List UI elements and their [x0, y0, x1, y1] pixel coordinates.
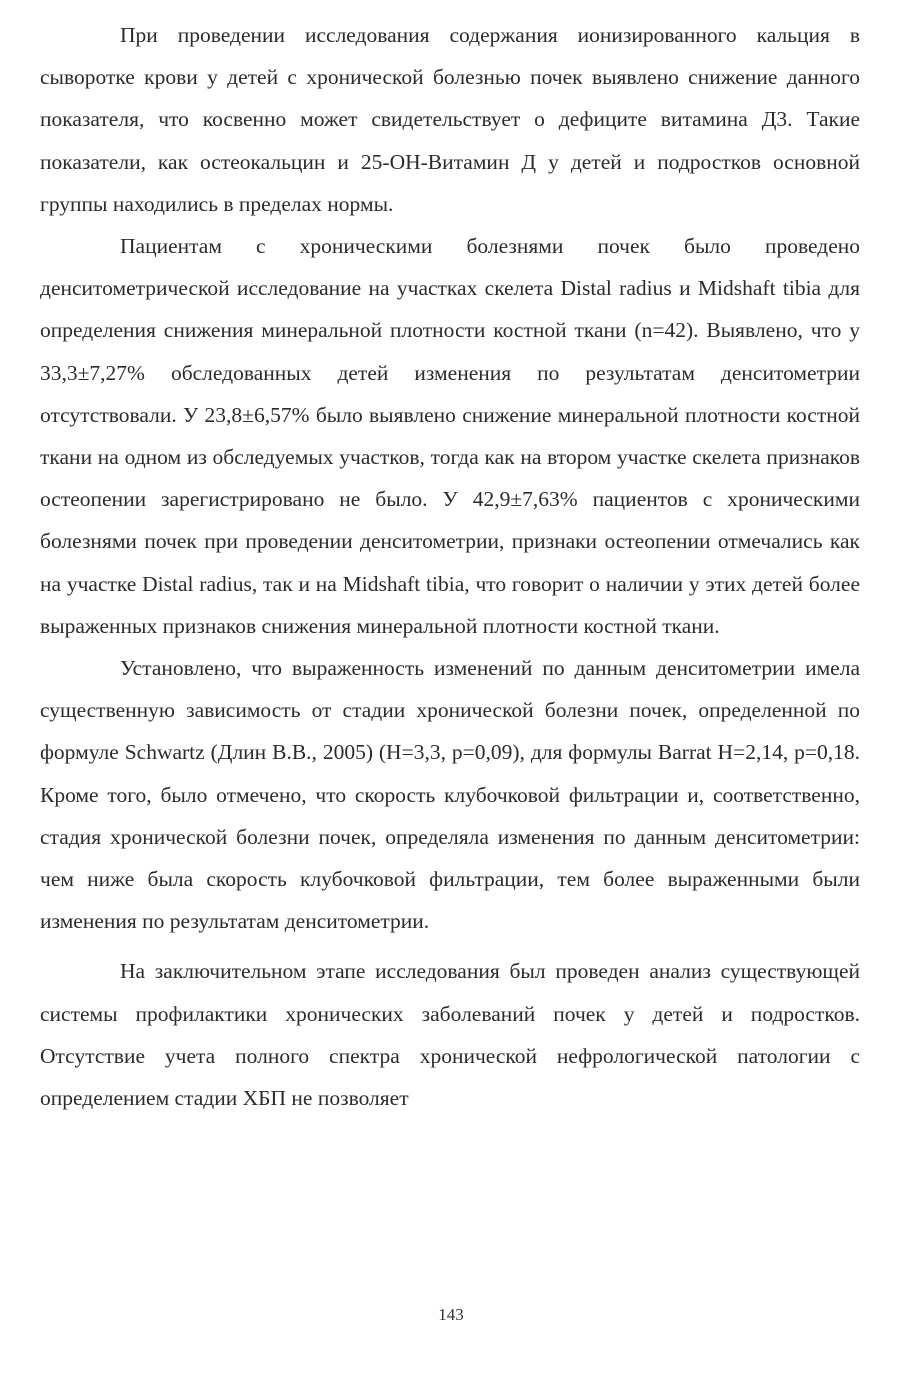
page-number: 143 — [438, 1305, 464, 1324]
paragraph-calcium: При проведении исследования содержания ионизированного кальция в сыворотке крови у детей с хронической болезнью почек выявлено снижение данного показателя, что косвенно может свидетельствует о дефиците витамина Д3. Такие показатели, как остеокальцин и 25-ОН-Витамин Д у детей и подростков основной группы находились в пределах нормы. — [40, 23, 860, 216]
paragraph-densitometry: Пациентам с хроническими болезнями почек было проведено денситометрической исследование на участках скелета Distal radius и Midshaft tibia для определения снижения минеральной плотности костной ткани (n=42). Выявлено, что у 33,3±7,27% обследованных детей изменения по результатам денситометрии отсутствовали. У 23,8±6,57% было выявлено снижение минеральной плотности костной ткани на одном из обследуемых участков, тогда как на втором участке скелета признаков остеопении зарегистрировано не было. У 42,9±7,63% пациентов с хроническими болезнями почек при проведении денситометрии, признаки остеопении отмечались как на участке Distal radius, так и на Midshaft tibia, что говорит о наличии у этих детей более выраженных признаков снижения минеральной плотности костной ткани. — [40, 234, 860, 638]
paragraph-stage-dependence: Установлено, что выраженность изменений по данным денситометрии имела существенную зависимость от стадии хронической болезни почек, определенной по формуле Schwartz (Длин В.В., 2005) (Н=3,3, р=0,09), для формулы Barrat Н=2,14, р=0,18. Кроме того, было отмечено, что скорость клубочковой фильтрации и, соответственно, стадия хронической болезни почек, определяла изменения по данным денситометрии: чем ниже была скорость клубочковой фильтрации, тем более выраженными были изменения по результатам денситометрии. — [40, 656, 860, 934]
paragraph-prevention-analysis: На заключительном этапе исследования был проведен анализ существующей системы профилактики хронических заболеваний почек у детей и подростков. Отсутствие учета полного спектра хронической нефрологической патологии с определением стадии ХБП не позволяет — [40, 959, 860, 1111]
page-body — [40, 14, 860, 1119]
